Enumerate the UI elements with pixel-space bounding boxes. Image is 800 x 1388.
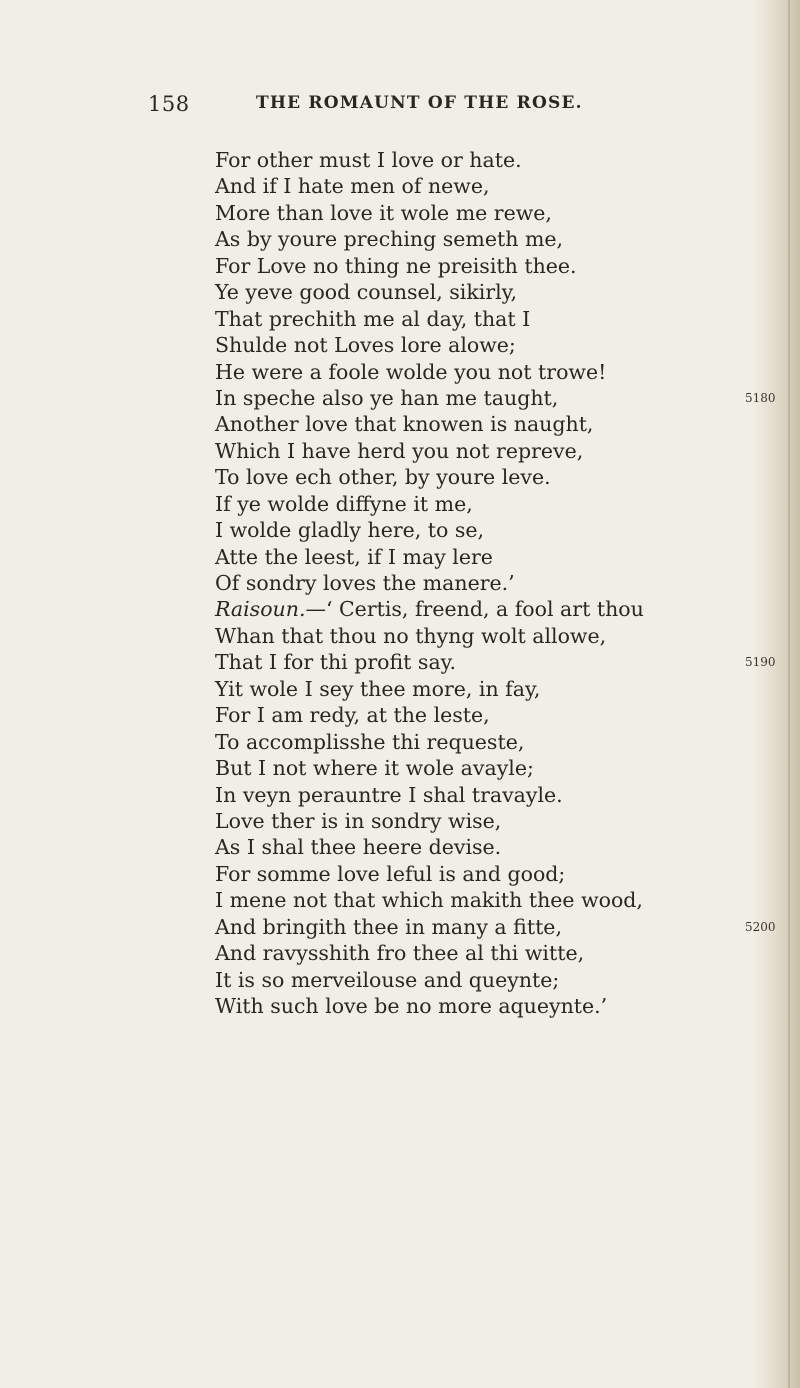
running-header bbox=[148, 92, 668, 124]
verse-line bbox=[215, 570, 735, 596]
verse-line-text: In speche also ye han me taught, bbox=[215, 385, 559, 410]
verse-line-text: —‘ Certis, freend, a fool art thou bbox=[305, 597, 644, 622]
verse-line bbox=[215, 491, 735, 517]
verse-line-text: To love ech other, by youre leve. bbox=[215, 465, 551, 490]
verse-line-text: Shulde not Loves lore alowe; bbox=[215, 333, 516, 358]
verse-line-text: I mene not that which makith thee wood, bbox=[215, 888, 643, 913]
verse-line-text: Of sondry loves the manere.’ bbox=[215, 571, 515, 595]
verse-line-text: With such love be no more aqueynte.’ bbox=[215, 994, 608, 1018]
verse-line bbox=[215, 861, 735, 887]
verse-line-text: And if I hate men of newe, bbox=[215, 174, 490, 199]
verse-line bbox=[215, 200, 735, 226]
verse-line bbox=[215, 332, 735, 358]
verse-line bbox=[215, 940, 735, 966]
verse-block bbox=[215, 147, 776, 1019]
verse-line-text: For Love no thing ne preisith thee. bbox=[215, 253, 577, 278]
verse-line bbox=[215, 755, 735, 781]
verse-line bbox=[215, 596, 735, 622]
verse-line bbox=[215, 729, 735, 755]
verse-line-text: As I shal thee heere devise. bbox=[215, 835, 502, 860]
verse-line-text: Yit wole I sey thee more, in fay, bbox=[215, 676, 541, 701]
line-number: 5180 bbox=[745, 390, 776, 405]
speaker-name: Raisoun. bbox=[215, 597, 306, 622]
verse-line-text: For somme love leful is and good; bbox=[215, 861, 566, 886]
verse-line bbox=[215, 914, 776, 940]
verse-line bbox=[215, 782, 735, 808]
verse-line-text: That I for thi profit say. bbox=[215, 650, 457, 675]
page-edge-line bbox=[788, 0, 790, 1388]
verse-line-text: I wolde gladly here, to se, bbox=[215, 518, 485, 543]
verse-line bbox=[215, 623, 735, 649]
page-edge bbox=[752, 0, 800, 1388]
verse-line bbox=[215, 147, 735, 173]
verse-line bbox=[215, 173, 735, 199]
line-number: 5200 bbox=[745, 919, 776, 934]
verse-line bbox=[215, 834, 735, 860]
verse-line-text: It is so merveilouse and queynte; bbox=[215, 967, 560, 992]
verse-line bbox=[215, 359, 735, 385]
verse-line-text: Atte the leest, if I may lere bbox=[215, 544, 493, 569]
verse-line-text: In veyn perauntre I shal travayle. bbox=[215, 782, 563, 807]
verse-line bbox=[215, 649, 776, 675]
verse-line-text: And ravysshith fro thee al thi witte, bbox=[215, 941, 585, 966]
verse-line bbox=[215, 967, 735, 993]
verse-line-text: He were a foole wolde you not trowe! bbox=[215, 359, 607, 384]
running-title: THE ROMAUNT OF THE ROSE. bbox=[256, 93, 583, 113]
verse-line-text: If ye wolde diffyne it me, bbox=[215, 491, 473, 516]
verse-line bbox=[215, 993, 735, 1019]
verse-line-text: For I am redy, at the leste, bbox=[215, 703, 490, 728]
verse-line bbox=[215, 253, 735, 279]
verse-line bbox=[215, 676, 735, 702]
verse-line bbox=[215, 411, 735, 437]
page-number: 158 bbox=[148, 92, 190, 116]
verse-line bbox=[215, 306, 735, 332]
verse-line-text: Ye yeve good counsel, sikirly, bbox=[215, 280, 518, 305]
verse-line-text: To accomplisshe thi requeste, bbox=[215, 729, 525, 754]
verse-line bbox=[215, 702, 735, 728]
verse-line bbox=[215, 808, 735, 834]
verse-line bbox=[215, 226, 735, 252]
verse-line bbox=[215, 464, 735, 490]
verse-line-text: Whan that thou no thyng wolt allowe, bbox=[215, 623, 607, 648]
verse-line-text: For other must I love or hate. bbox=[215, 148, 522, 172]
verse-line-text: Another love that knowen is naught, bbox=[215, 412, 594, 437]
verse-line-text: More than love it wole me rewe, bbox=[215, 200, 552, 225]
verse-line-text: But I not where it wole avayle; bbox=[215, 756, 534, 781]
verse-line bbox=[215, 517, 735, 543]
verse-line-text: Love ther is in sondry wise, bbox=[215, 808, 502, 833]
verse-line bbox=[215, 544, 735, 570]
verse-line-text: And bringith thee in many a fitte, bbox=[215, 914, 562, 939]
verse-line-text: Which I have herd you not repreve, bbox=[215, 438, 584, 463]
verse-line-text: That prechith me al day, that I bbox=[215, 306, 531, 331]
line-number: 5190 bbox=[745, 655, 776, 670]
verse-line bbox=[215, 279, 735, 305]
verse-line bbox=[215, 385, 776, 411]
verse-line-text: As by youre preching semeth me, bbox=[215, 227, 564, 252]
verse-line bbox=[215, 438, 735, 464]
verse-line bbox=[215, 887, 735, 913]
